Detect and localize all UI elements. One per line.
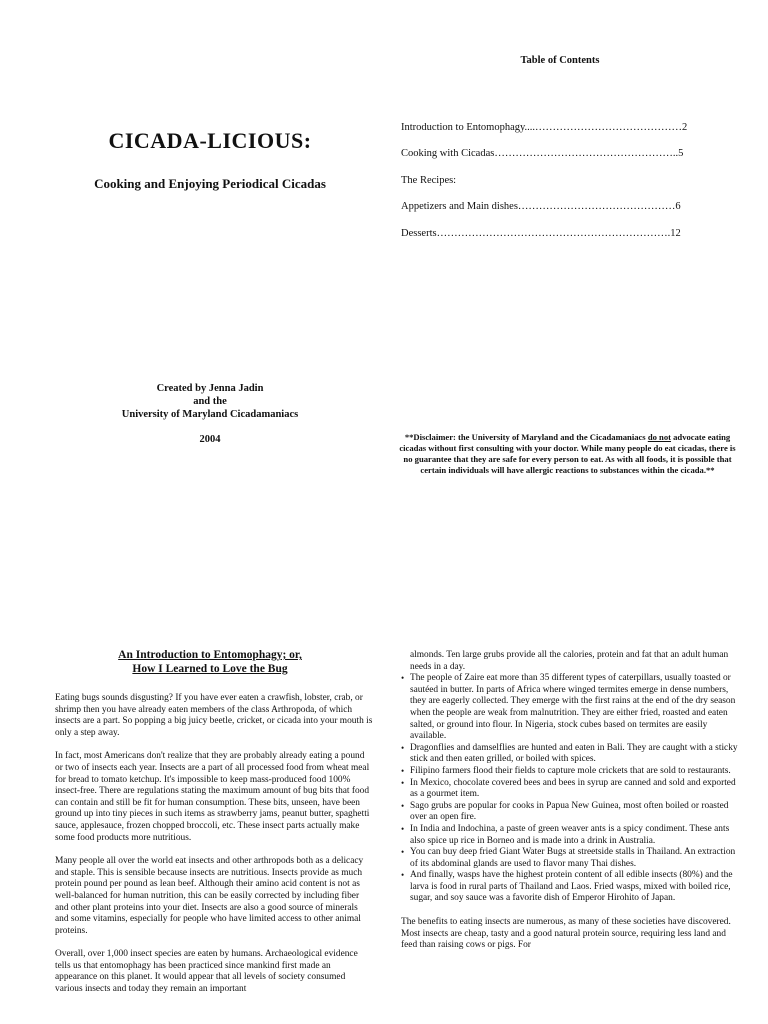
intro-left-column: [55, 693, 373, 1008]
list-item-text: In Mexico, chocolate covered bees and bees in syrup are canned and sold and exported as a gourmet item.: [410, 777, 736, 800]
year: 2004: [199, 434, 221, 445]
intro-right-column: [401, 650, 741, 952]
list-item: [401, 766, 741, 778]
examples-list: [401, 673, 741, 905]
continued-text: almonds. Ten large grubs provide all the calories, protein and fat that an adult human needs in a day.: [410, 650, 729, 672]
list-item: [401, 743, 741, 766]
intro-paragraph: Many people all over the world eat insects and other arthropods both as a delicacy and staple. This is sensible because insects are nutritious. Insects provide as much protein pound per pound as lean beef. Although their amino acid content is not as well-balanced for human nutrition, this can be easily corrected by including fiber and other plant proteins into your diet. Insects are also a good source of minerals and some vitamins, especially for people who have limited access to other animal proteins.: [55, 856, 364, 936]
book-title: CICADA-LICIOUS:: [108, 128, 312, 153]
bullet-icon: •: [401, 870, 405, 881]
list-item-text: You can buy deep fried Giant Water Bugs at streetside stalls in Thailand. An extraction of its abdominal glands are used to flavor many Thai dishes.: [410, 847, 736, 869]
intro-paragraph: Overall, over 1,000 insect species are eaten by humans. Archaeological evidence tells us that entomophagy has been practiced since mankind first made an appearance on this planet. It would appear that all levels of society consumed various insects and today they remain an important: [55, 949, 358, 995]
list-item-text: Sago grubs are popular for cooks in Papua New Guinea, most often boiled or roasted over an open fire.: [410, 800, 729, 823]
intro-paragraph: Eating bugs sounds disgusting? If you have ever eaten a crawfish, lobster, crab, or shrimp then you have already eaten members of the class Arthropoda, of which insects are a part. So popping a big juicy beetle, cricket, or cicada into your mouth is only a step away.: [55, 693, 373, 738]
list-item: [401, 847, 741, 870]
bullet-icon: •: [401, 777, 405, 788]
list-item: [401, 824, 741, 847]
bullet-icon: •: [401, 765, 405, 776]
list-item-text: Dragonflies and damselflies are hunted and eaten in Bali. They are caught with a sticky stick and then eaten grilled, or boiled with spices.: [410, 742, 738, 765]
toc-entry-introduction: Introduction to Entomophagy....……………………………………2: [401, 122, 688, 133]
list-item-text: And finally, wasps have the highest protein content of all edible insects (80%) and the larva is food in rural parts of Thailand and Laos. Fried wasps, mixed with boiled rice, sugar, and soy sauce was a favorite dish of Emperor Hirohito of Japan.: [410, 870, 733, 904]
list-item-text: The people of Zaire eat more than 35 different types of caterpillars, usually toasted or sautéed in butter. In parts of Africa where winged termites emerge in dense numbers, they are eagerly collected. They emerge with the first rains at the end of the dry season when the people are weak from malnutrition. They are either fried, roasted and eaten salted, or ground into flour. In Nigeria, stock cubes based on termites are easily available.: [410, 673, 736, 742]
toc-heading: Table of Contents: [520, 55, 600, 66]
list-item: [401, 801, 741, 824]
intro-heading-line-2: How I Learned to Love the Bug: [132, 663, 288, 675]
toc-entry-cooking: Cooking with Cicadas……………………………………………..5: [401, 148, 684, 159]
toc-entry-desserts: Desserts………………………………………………………….12: [401, 228, 681, 239]
disclaimer: [395, 432, 740, 476]
intro-paragraph: In fact, most Americans don't realize that they are probably already eating a pound or two of insects each year. Insects are a part of all processed food from wheat meal for bread to tomato ketchup. It's impossible to keep mass-produced food 100% insect-free. There are regulations stating the maximum amount of bug bits that food can contain and still be fit for human consumption. These bits, unseen, have been ground up into tiny pieces in such items as strawberry jams, peanut butter, spaghetti sauce, applesauce, frozen chopped broccoli, etc. These insect parts actually make some food products more nutritious.: [55, 751, 370, 843]
intro-heading: [80, 648, 340, 676]
bullet-icon: •: [401, 800, 405, 811]
book-subtitle: Cooking and Enjoying Periodical Cicadas: [94, 176, 326, 191]
organization: University of Maryland Cicadamaniacs: [121, 409, 299, 420]
list-item: [401, 870, 741, 905]
disclaimer-emphasis: do not: [647, 432, 671, 442]
credits: [80, 382, 340, 446]
list-item: [401, 778, 741, 801]
list-item-text: In India and Indochina, a paste of green weaver ants is a spicy condiment. These ants also spice up rice in Borneo and is made into a drink in Australia.: [410, 823, 730, 846]
disclaimer-text-start: **Disclaimer: the University of Maryland and the Cicadamaniacs: [404, 432, 648, 442]
bullet-icon: •: [401, 673, 405, 684]
disclaimer-text-end: advocate eating cicadas without first consulting with your doctor. While many people do eat cicadas, there is no guarantee that they are safe for every person to eat. As with all foods, it is possible that certain individuals will have allergic reactions to substances within the cicada.**: [399, 432, 736, 475]
bullet-icon: •: [401, 823, 405, 834]
created-by: Created by Jenna Jadin: [156, 383, 264, 394]
toc-entry-appetizers: Appetizers and Main dishes………………………………………6: [401, 201, 681, 212]
intro-heading-line-1: An Introduction to Entomophagy; or,: [118, 649, 302, 661]
bullet-icon: •: [401, 847, 405, 858]
list-item-text: Filipino farmers flood their fields to capture mole crickets that are sold to restaurants.: [410, 765, 731, 776]
bullet-icon: •: [401, 742, 405, 753]
list-item: [401, 673, 741, 743]
and-the: and the: [193, 396, 227, 407]
toc-entry-recipes: The Recipes:: [401, 175, 457, 186]
benefits-paragraph: The benefits to eating insects are numerous, as many of these societies have discovered. Most insects are cheap, tasty and a good natural protein source, requiring less land and feed than raising cows or pigs. For: [401, 917, 731, 951]
